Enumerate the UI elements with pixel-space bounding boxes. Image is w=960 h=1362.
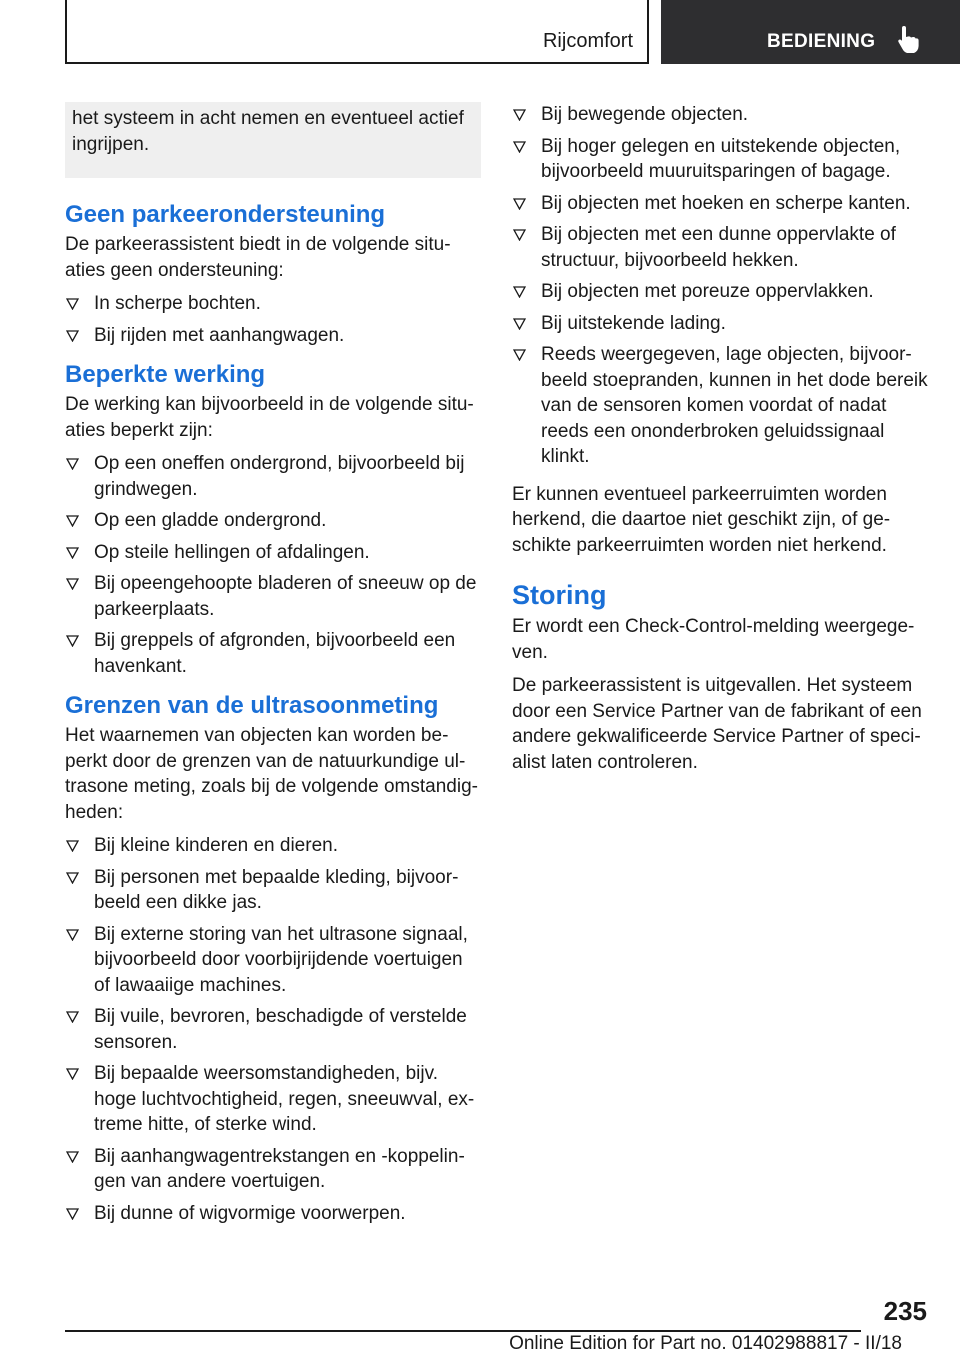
list-item: Bij bewegende objecten.	[512, 102, 928, 128]
note-text: het systeem in acht nemen en eventueel actief ingrijpen.	[72, 108, 464, 155]
triangle-bullet-icon	[513, 349, 526, 361]
heading-beperkte-werking: Beperkte werking	[65, 361, 266, 388]
triangle-bullet-icon	[66, 298, 79, 310]
list-item: Op steile hellingen of afdalingen.	[65, 540, 481, 566]
section-tab	[65, 0, 649, 64]
footer-divider	[65, 1330, 861, 1332]
right-column	[512, 102, 928, 783]
list-item: Bij vuile, bevroren, beschadigde of verstelde sensoren.	[65, 1004, 481, 1055]
list-item: Bij externe storing van het ultrasone signaal, bijvoorbeeld door voorbijrijdende voertuigen of lawaaiige machines.	[65, 922, 481, 999]
triangle-bullet-icon	[66, 547, 79, 559]
heading-geen-parkeerondersteuning: Geen parkeerondersteuning	[65, 201, 386, 228]
list-item: Bij aanhangwagentrekstangen en -koppelingen van andere voertuigen.	[65, 1144, 481, 1195]
section-intro: De werking kan bijvoorbeeld in de volgende situaties beperkt zijn:	[65, 394, 474, 441]
pointing-hand-icon	[897, 26, 919, 54]
section-title: Rijcomfort	[542, 30, 633, 52]
heading-storing: Storing	[512, 580, 607, 610]
triangle-bullet-icon	[66, 330, 79, 342]
list-item: Bij greppels of afgronden, bijvoorbeeld een havenkant.	[65, 628, 481, 679]
storing-paragraph: De parkeerassistent is uitgevallen. Het systeem door een Service Partner van de fabrikant of een andere gekwalificeerde Service Partner of specialist laten controleren.	[512, 675, 922, 773]
bullet-list	[65, 291, 481, 348]
triangle-bullet-icon	[66, 840, 79, 852]
triangle-bullet-icon	[66, 578, 79, 590]
triangle-bullet-icon	[66, 872, 79, 884]
triangle-bullet-icon	[66, 635, 79, 647]
heading-grenzen-ultrasoonmeting: Grenzen van de ultrasoonmeting	[65, 692, 439, 719]
chapter-tab	[661, 0, 960, 64]
triangle-bullet-icon	[513, 318, 526, 330]
list-item: Bij hoger gelegen en uitstekende objecten, bijvoorbeeld muuruitsparingen of bagage.	[512, 134, 928, 185]
list-item: Bij kleine kinderen en dieren.	[65, 833, 481, 859]
section-intro: Het waarnemen van objecten kan worden beperkt door de grenzen van de natuurkundige ultrasone meting, zoals bij de volgende omstandigheden:	[65, 725, 478, 823]
bullet-list	[65, 451, 481, 679]
list-item: Op een gladde ondergrond.	[65, 508, 481, 534]
triangle-bullet-icon	[66, 1151, 79, 1163]
list-item: Bij uitstekende lading.	[512, 311, 928, 337]
list-item: Reeds weergegeven, lage objecten, bijvoorbeeld stoepranden, kunnen in het dode bereik van de sensoren komen voordat of nadat reeds een ononderbroken geluidssignaal klinkt.	[512, 342, 928, 470]
triangle-bullet-icon	[513, 229, 526, 241]
parking-space-note: Er kunnen eventueel parkeerruimten worden herkend, die daartoe niet geschikt zijn, of geschikte parkeerruimten worden niet herkend.	[512, 483, 891, 556]
bullet-list	[512, 102, 928, 470]
section-intro: De parkeerassistent biedt in de volgende situaties geen ondersteuning:	[65, 234, 451, 281]
list-item: Bij rijden met aanhangwagen.	[65, 323, 481, 349]
left-column	[65, 102, 481, 1238]
note-box	[65, 102, 481, 178]
list-item: Bij objecten met hoeken en scherpe kanten.	[512, 191, 928, 217]
triangle-bullet-icon	[66, 515, 79, 527]
triangle-bullet-icon	[513, 286, 526, 298]
triangle-bullet-icon	[513, 109, 526, 121]
triangle-bullet-icon	[66, 1011, 79, 1023]
list-item: Bij dunne of wigvormige voorwerpen.	[65, 1201, 481, 1227]
list-item: Op een oneffen ondergrond, bijvoorbeeld bij grindwegen.	[65, 451, 481, 502]
triangle-bullet-icon	[66, 1068, 79, 1080]
page-number: 235	[883, 1296, 927, 1326]
list-item: Bij objecten met een dunne oppervlakte of structuur, bijvoorbeeld hekken.	[512, 222, 928, 273]
triangle-bullet-icon	[66, 1208, 79, 1220]
triangle-bullet-icon	[513, 198, 526, 210]
list-item: Bij objecten met poreuze oppervlakken.	[512, 279, 928, 305]
edition-label: Online Edition for Part no. 01402988817 - II/18	[509, 1333, 902, 1354]
page-header	[0, 0, 960, 66]
triangle-bullet-icon	[513, 141, 526, 153]
list-item: Bij opeengehoopte bladeren of sneeuw op de parkeerplaats.	[65, 571, 481, 622]
chapter-title: BEDIENING	[767, 31, 876, 52]
bullet-list	[65, 833, 481, 1226]
triangle-bullet-icon	[66, 929, 79, 941]
list-item: In scherpe bochten.	[65, 291, 481, 317]
storing-paragraph: Er wordt een Check-Control-melding weergegeven.	[512, 616, 915, 663]
triangle-bullet-icon	[66, 458, 79, 470]
list-item: Bij personen met bepaalde kleding, bijvoorbeeld een dikke jas.	[65, 865, 481, 916]
list-item: Bij bepaalde weersomstandigheden, bijv. hoge luchtvochtigheid, regen, sneeuwval, extreme hitte, of sterke wind.	[65, 1061, 481, 1138]
